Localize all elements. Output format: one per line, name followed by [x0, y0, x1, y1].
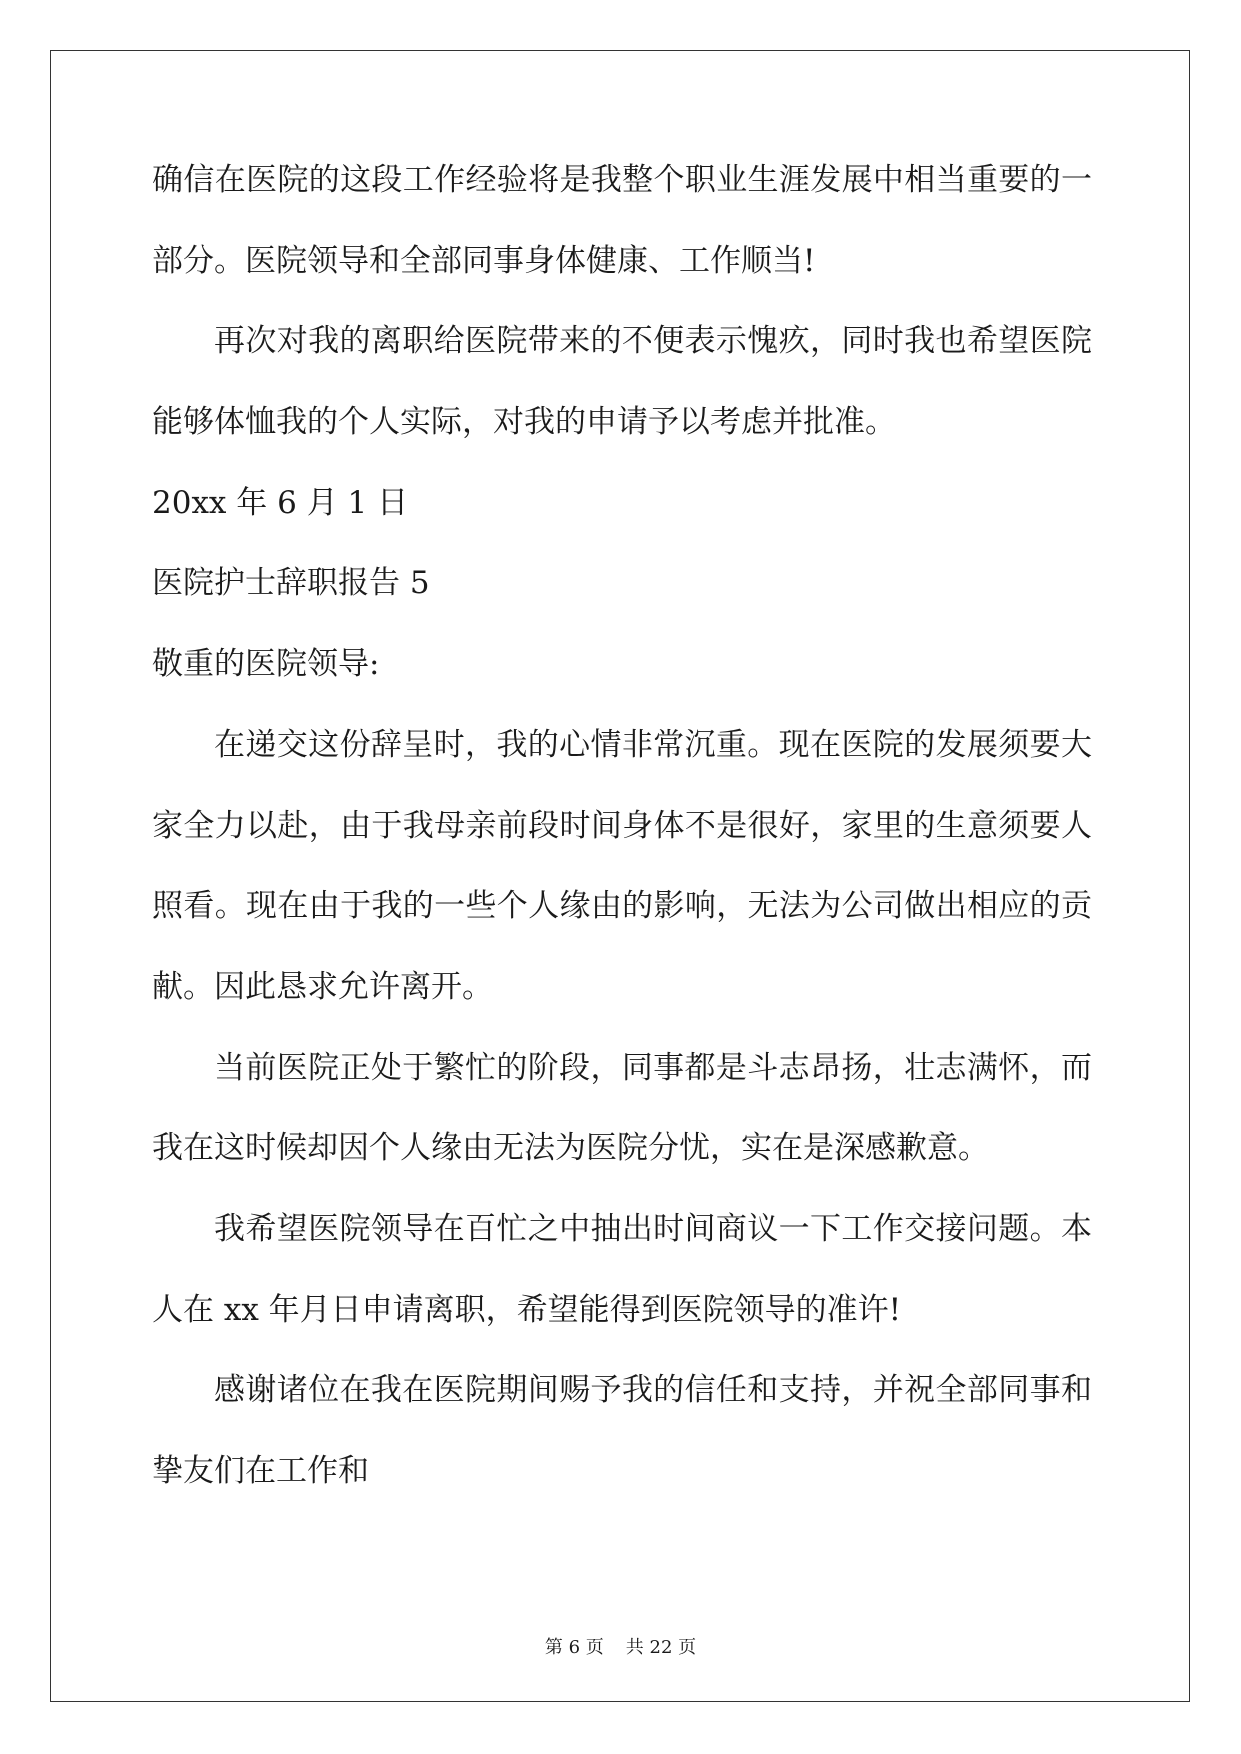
text-line: 部分。医院领导和全部同事身体健康、工作顺当!: [152, 242, 816, 279]
text-line: 照看。现在由于我的一些个人缘由的影响，无法为公司做出相应的贡: [152, 888, 1092, 925]
text-line: 再次对我的离职给医院带来的不便表示愧疚，同时我也希望医院: [214, 323, 1092, 360]
text-line: 人在 xx 年月日申请离职，希望能得到医院领导的准许!: [152, 1291, 902, 1328]
text-line: 确信在医院的这段工作经验将是我整个职业生涯发展中相当重要的一: [152, 162, 1092, 198]
text-line: 我希望医院领导在百忙之中抽出时间商议一下工作交接问题。本: [214, 1210, 1092, 1247]
page-footer: [0, 1633, 1241, 1659]
date-line: 20xx 年 6 月 1 日: [152, 484, 409, 521]
page-number: 第 6 页: [544, 1637, 604, 1658]
text-line: 感谢诸位在我在医院期间赐予我的信任和支持，并祝全部同事和: [214, 1372, 1092, 1409]
text-line: 当前医院正处于繁忙的阶段，同事都是斗志昂扬，壮志满怀，而: [214, 1049, 1092, 1086]
page-total: 共 22 页: [625, 1637, 697, 1658]
text-line: 我在这时候却因个人缘由无法为医院分忧，实在是深感歉意。: [152, 1130, 989, 1167]
salutation: 敬重的医院领导:: [152, 646, 380, 683]
text-line: 能够体恤我的个人实际，对我的申请予以考虑并批准。: [152, 404, 896, 441]
text-line: 献。因此恳求允许离开。: [152, 968, 493, 1005]
section-title: 医院护士辞职报告 5: [152, 565, 430, 602]
text-line: 家全力以赴，由于我母亲前段时间身体不是很好，家里的生意须要人: [152, 807, 1092, 844]
document-body: [152, 160, 1092, 1532]
text-line: 在递交这份辞呈时，我的心情非常沉重。现在医院的发展须要大: [214, 726, 1092, 763]
text-line: 挚友们在工作和: [152, 1453, 369, 1489]
